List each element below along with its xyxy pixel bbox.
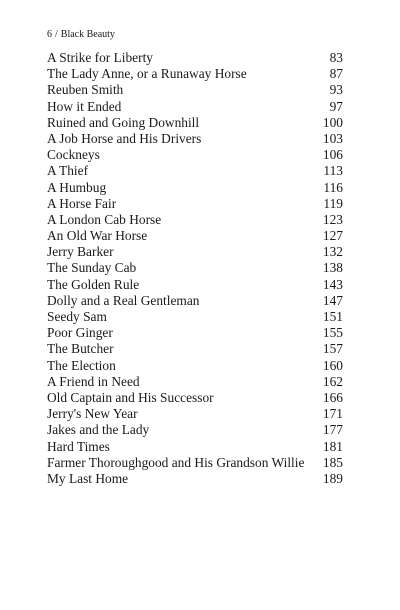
toc-entry-page-number: 189 (322, 470, 343, 486)
toc-entry (47, 115, 343, 131)
toc-entry-title: A London Cab Horse (47, 211, 162, 227)
toc-entry-page-number: 103 (322, 130, 343, 146)
toc-entry (47, 99, 343, 115)
table-of-contents (47, 50, 343, 487)
toc-entry (47, 228, 343, 244)
toc-entry-title: A Strike for Liberty (47, 50, 153, 65)
toc-entry-page-number: 106 (322, 147, 343, 163)
toc-entry (47, 66, 343, 82)
toc-entry-page-number: 160 (322, 357, 343, 373)
toc-entry (47, 244, 343, 260)
toc-entry-page-number: 143 (322, 276, 343, 292)
toc-entry (47, 180, 343, 196)
running-head-separator: / (55, 29, 58, 40)
toc-entry-page-number: 181 (322, 438, 343, 454)
toc-entry-title: A Humbug (47, 179, 107, 195)
toc-entry (47, 374, 343, 390)
toc-entry (47, 277, 343, 293)
toc-entry-page-number: 97 (329, 98, 343, 114)
toc-entry-page-number: 127 (322, 228, 343, 244)
toc-entry (47, 471, 343, 487)
toc-entry-title: A Thief (47, 163, 89, 179)
toc-entry-title: How it Ended (47, 98, 122, 114)
running-head-book-title: Black Beauty (60, 29, 115, 40)
toc-entry (47, 455, 343, 471)
toc-entry (47, 358, 343, 374)
toc-entry-page-number: 100 (322, 114, 343, 130)
toc-entry-page-number: 155 (322, 325, 343, 341)
toc-entry-title: Ruined and Going Downhill (47, 114, 200, 130)
toc-entry-page-number: 83 (329, 50, 343, 65)
toc-entry-page-number: 119 (323, 195, 343, 211)
toc-entry-title: The Election (47, 357, 116, 373)
toc-entry-title: My Last Home (47, 470, 129, 486)
toc-entry (47, 147, 343, 163)
toc-entry-title: A Horse Fair (47, 195, 117, 211)
toc-entry-page-number: 87 (329, 66, 343, 82)
toc-entry-page-number: 132 (322, 244, 343, 260)
toc-entry-page-number: 177 (322, 422, 343, 438)
toc-entry-title: Seedy Sam (47, 309, 107, 324)
toc-entry-title: Farmer Thoroughgood and His Grandson Willie (47, 454, 305, 470)
toc-entry (47, 293, 343, 309)
toc-entry-title: The Butcher (47, 341, 114, 357)
toc-entry-title: Old Captain and His Successor (47, 389, 214, 405)
toc-entry-page-number: 162 (322, 373, 343, 389)
toc-entry (47, 325, 343, 341)
toc-entry (47, 390, 343, 406)
toc-entry-page-number: 185 (322, 454, 343, 470)
toc-entry (47, 82, 343, 98)
toc-entry-page-number: 116 (323, 179, 343, 195)
folio-page-number: 6 (47, 29, 52, 40)
toc-entry-page-number: 138 (322, 260, 343, 276)
running-head (47, 29, 115, 41)
toc-entry (47, 260, 343, 276)
toc-entry (47, 341, 343, 357)
toc-entry (47, 163, 343, 179)
toc-entry-page-number: 123 (322, 211, 343, 227)
toc-entry-title: Poor Ginger (47, 325, 113, 341)
toc-entry-page-number: 147 (322, 292, 343, 308)
toc-entry-page-number: 151 (322, 309, 343, 324)
toc-entry-title: Dolly and a Real Gentleman (47, 292, 200, 308)
toc-entry-title: Hard Times (47, 438, 110, 454)
toc-entry (47, 309, 343, 325)
toc-entry (47, 50, 343, 66)
toc-entry-title: Jerry's New Year (47, 406, 138, 422)
toc-entry-title: Reuben Smith (47, 82, 124, 98)
toc-entry-title: The Golden Rule (47, 276, 140, 292)
toc-entry-page-number: 93 (329, 82, 343, 98)
toc-entry-title: A Friend in Need (47, 373, 140, 389)
toc-entry-title: Jerry Barker (47, 244, 114, 260)
toc-entry-page-number: 171 (322, 406, 343, 422)
toc-entry (47, 406, 343, 422)
toc-entry-title: Cockneys (47, 147, 100, 163)
toc-entry (47, 422, 343, 438)
toc-entry-title: The Sunday Cab (47, 260, 137, 276)
toc-entry-title: An Old War Horse (47, 228, 148, 244)
toc-entry (47, 131, 343, 147)
toc-entry (47, 212, 343, 228)
toc-entry (47, 439, 343, 455)
toc-entry-title: A Job Horse and His Drivers (47, 130, 202, 146)
toc-entry-title: Jakes and the Lady (47, 422, 150, 438)
toc-entry-title: The Lady Anne, or a Runaway Horse (47, 66, 247, 82)
toc-entry-page-number: 113 (323, 163, 343, 179)
toc-entry (47, 196, 343, 212)
toc-entry-page-number: 166 (322, 389, 343, 405)
toc-entry-page-number: 157 (322, 341, 343, 357)
